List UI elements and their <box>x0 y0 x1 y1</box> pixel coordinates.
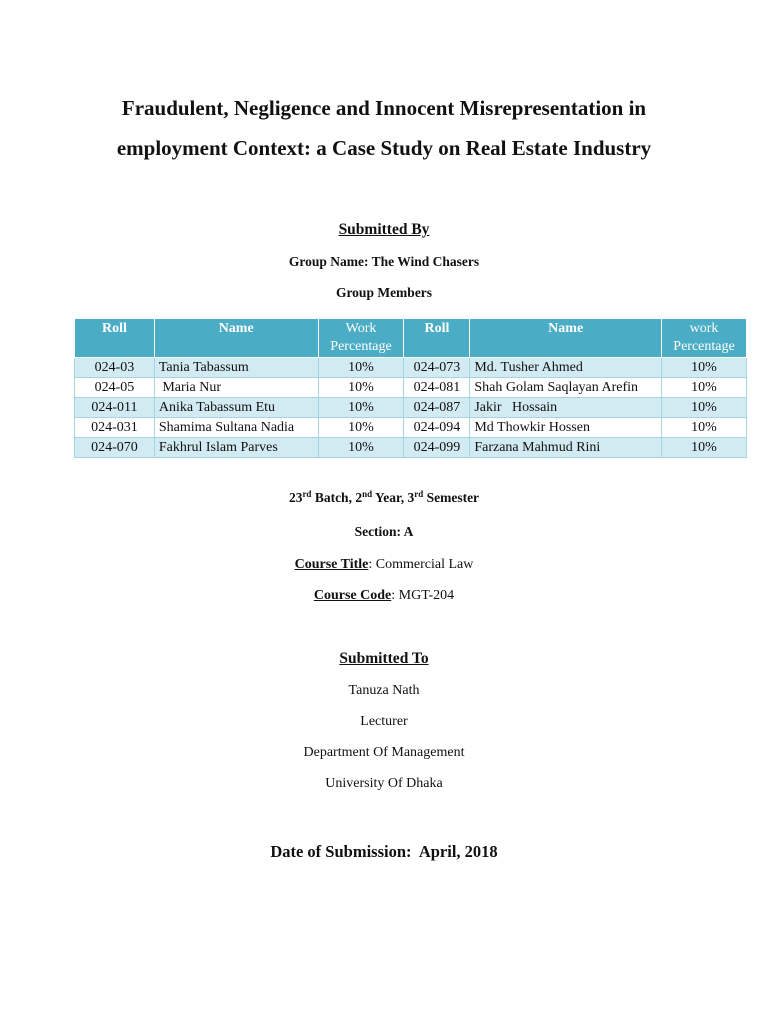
course-title <box>0 557 768 573</box>
roll-cell: 024-05 <box>75 378 155 398</box>
table-row <box>75 398 747 418</box>
name-cell: Shah Golam Saqlayan Arefin <box>470 378 662 398</box>
percentage-cell: 10% <box>662 438 747 458</box>
year-text: Year, <box>372 490 408 505</box>
percentage-cell: 10% <box>318 438 404 458</box>
semester-number: 3 <box>407 490 415 505</box>
table-header-row <box>75 319 747 358</box>
course-code <box>0 588 768 604</box>
batch-year-semester <box>0 490 768 506</box>
date-of-submission: Date of Submission: April, 2018 <box>270 842 498 861</box>
title-line-1: Fraudulent, Negligence and Innocent Misrepresentation in <box>121 96 647 120</box>
course-code-value: : MGT-204 <box>391 588 455 603</box>
percentage-cell: 10% <box>318 358 404 378</box>
header-work-percentage: work Percentage <box>662 319 747 358</box>
semester-text: Semester <box>423 490 480 505</box>
section: Section: A <box>354 524 414 539</box>
submitted-to-position: Lecturer <box>360 714 408 729</box>
submitted-to-heading: Submitted To <box>339 650 429 667</box>
name-cell: Anika Tabassum Etu <box>154 398 318 418</box>
percentage-cell: 10% <box>662 418 747 438</box>
percentage-cell: 10% <box>662 378 747 398</box>
table-row <box>75 418 747 438</box>
batch-suffix: rd <box>302 489 312 499</box>
percentage-cell: 10% <box>662 358 747 378</box>
name-cell: Jakir Hossain <box>470 398 662 418</box>
batch-text: Batch, <box>311 490 356 505</box>
name-cell: Md. Tusher Ahmed <box>470 358 662 378</box>
roll-cell: 024-03 <box>75 358 155 378</box>
percentage-cell: 10% <box>318 378 404 398</box>
name-cell: Maria Nur <box>154 378 318 398</box>
group-members-table <box>74 318 747 458</box>
roll-cell: 024-087 <box>404 398 470 418</box>
header-name: Name <box>470 319 662 358</box>
table-row <box>75 378 747 398</box>
submitted-to-name: Tanuza Nath <box>348 683 420 698</box>
name-cell: Shamima Sultana Nadia <box>154 418 318 438</box>
roll-cell: 024-094 <box>404 418 470 438</box>
header-roll: Roll <box>75 319 155 358</box>
name-cell: Tania Tabassum <box>154 358 318 378</box>
roll-cell: 024-081 <box>404 378 470 398</box>
document-title <box>40 88 728 168</box>
percentage-cell: 10% <box>662 398 747 418</box>
percentage-cell: 10% <box>318 398 404 418</box>
roll-cell: 024-070 <box>75 438 155 458</box>
group-members-label: Group Members <box>335 285 433 300</box>
group-name: Group Name: The Wind Chasers <box>288 254 480 269</box>
submitted-by-heading: Submitted By <box>338 221 430 238</box>
roll-cell: 024-099 <box>404 438 470 458</box>
course-title-label: Course Title <box>294 557 369 572</box>
roll-cell: 024-073 <box>404 358 470 378</box>
table-row <box>75 358 747 378</box>
header-roll: Roll <box>404 319 470 358</box>
name-cell: Farzana Mahmud Rini <box>470 438 662 458</box>
table-row <box>75 438 747 458</box>
semester-suffix: rd <box>414 489 424 499</box>
batch-number: 23 <box>288 490 303 505</box>
roll-cell: 024-011 <box>75 398 155 418</box>
year-suffix: nd <box>362 489 373 499</box>
title-line-2: employment Context: a Case Study on Real Estate Industry <box>116 136 652 160</box>
header-work-percentage: Work Percentage <box>318 319 404 358</box>
course-title-value: : Commercial Law <box>368 557 474 572</box>
percentage-cell: 10% <box>318 418 404 438</box>
submitted-to-university: University Of Dhaka <box>325 776 443 791</box>
submitted-to-department: Department Of Management <box>303 745 465 760</box>
course-code-label: Course Code <box>313 588 392 603</box>
name-cell: Fakhrul Islam Parves <box>154 438 318 458</box>
roll-cell: 024-031 <box>75 418 155 438</box>
header-name: Name <box>154 319 318 358</box>
name-cell: Md Thowkir Hossen <box>470 418 662 438</box>
year-number: 2 <box>355 490 363 505</box>
